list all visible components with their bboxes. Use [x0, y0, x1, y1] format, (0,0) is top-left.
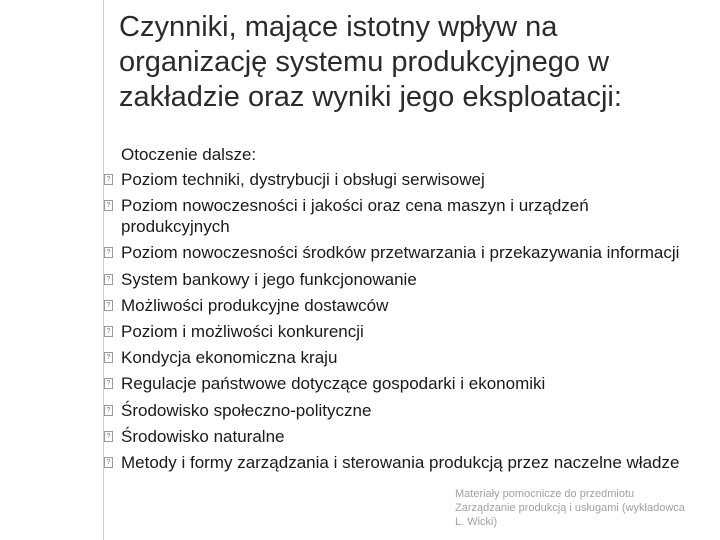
missing-glyph-bullet-icon: ? — [104, 326, 113, 337]
list-item — [0, 452, 720, 473]
list-item — [0, 242, 720, 263]
missing-glyph-bullet-icon: ? — [104, 300, 113, 311]
factor-list — [0, 169, 720, 478]
list-item-text: Środowisko naturalne — [121, 426, 285, 446]
list-item-text: Metody i formy zarządzania i sterowania produkcją przez naczelne władze — [121, 452, 680, 472]
list-item-text: Możliwości produkcyjne dostawców — [121, 295, 389, 315]
list-item — [0, 400, 720, 421]
missing-glyph-bullet-icon: ? — [104, 352, 113, 363]
list-item-text: Regulacje państwowe dotyczące gospodarki i ekonomiki — [121, 374, 546, 394]
list-item-text: Środowisko społeczno-polityczne — [121, 400, 372, 420]
missing-glyph-bullet-icon: ? — [104, 431, 113, 442]
missing-glyph-bullet-icon: ? — [104, 274, 113, 285]
list-item-text: Poziom nowoczesności środków przetwarzania i przekazywania informacji — [121, 243, 680, 263]
missing-glyph-bullet-icon: ? — [104, 200, 113, 211]
list-item — [0, 269, 720, 290]
missing-glyph-bullet-icon: ? — [104, 405, 113, 416]
list-item — [0, 295, 720, 316]
list-item-text: Poziom i możliwości konkurencji — [121, 321, 364, 341]
list-item-text: Poziom techniki, dystrybucji i obsługi serwisowej — [121, 170, 485, 189]
list-item — [0, 347, 720, 368]
list-item-text: Kondycja ekonomiczna kraju — [121, 348, 338, 368]
list-item — [0, 373, 720, 394]
list-item-text: Poziom nowoczesności i jakości oraz cena maszyn i urządzeń produkcyjnych — [121, 196, 589, 237]
missing-glyph-bullet-icon: ? — [104, 174, 113, 185]
missing-glyph-bullet-icon: ? — [104, 247, 113, 258]
slide-title: Czynniki, mające istotny wpływ na organizację systemu produkcyjnego w zakładzie oraz wyniki jego eksploatacji: — [119, 11, 622, 113]
missing-glyph-bullet-icon: ? — [104, 378, 113, 389]
list-item-text: System bankowy i jego funkcjonowanie — [121, 269, 417, 289]
footer-note: Materiały pomocnicze do przedmiotu Zarządzanie produkcją i usługami (wykładowca L. Wicki) — [455, 488, 685, 528]
list-item — [0, 321, 720, 342]
missing-glyph-bullet-icon: ? — [104, 457, 113, 468]
list-item — [0, 169, 720, 190]
section-subheading: Otoczenie dalsze: — [121, 145, 257, 164]
list-item — [0, 426, 720, 447]
list-item — [0, 195, 720, 237]
